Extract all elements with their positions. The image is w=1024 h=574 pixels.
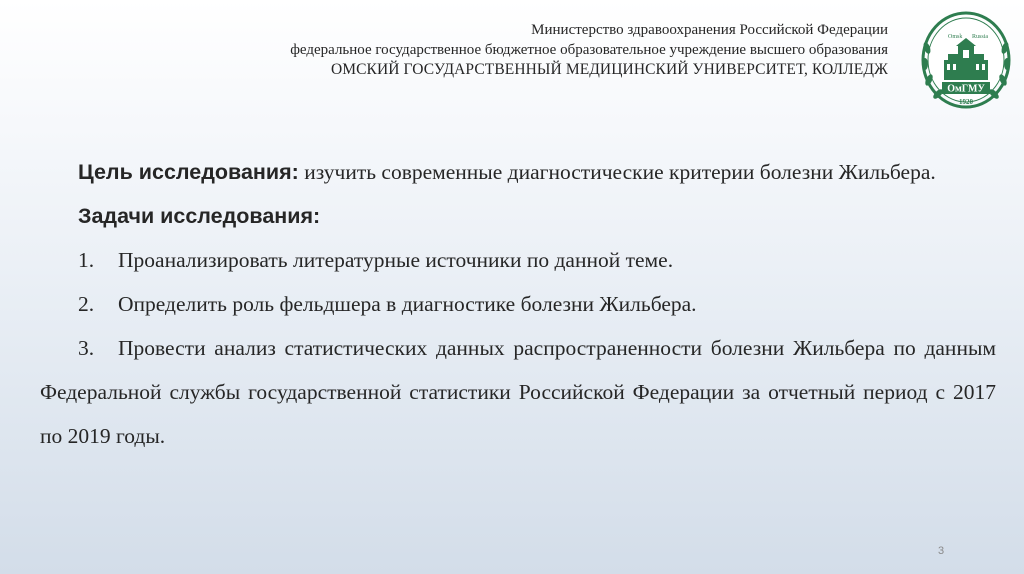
task-text: Определить роль фельдшера в диагностике болезни Жильбера. xyxy=(118,292,697,316)
task-item xyxy=(40,326,996,458)
university-logo xyxy=(918,8,1014,112)
task-item xyxy=(40,238,996,282)
page-number: 3 xyxy=(938,545,945,557)
research-goal xyxy=(40,150,996,194)
task-number: 3. xyxy=(78,336,95,360)
logo-text-year: 1920 xyxy=(959,98,973,106)
task-number: 1. xyxy=(78,248,95,272)
slide-header xyxy=(128,20,888,80)
ministry-line: Министерство здравоохранения Российской Федерации xyxy=(531,22,888,38)
task-text: Провести анализ статистических данных распространенности болезни Жильбера по данным Федеральной службы государственной статистики Российской Федерации за отчетный период с 2017 по 2019 годы. xyxy=(40,336,996,448)
task-item xyxy=(40,282,996,326)
goal-text: изучить современные диагностические критерии болезни Жильбера. xyxy=(298,160,936,184)
task-text: Проанализировать литературные источники по данной теме. xyxy=(118,248,674,272)
logo-text-name: ОмГМУ xyxy=(947,83,985,95)
goal-label: Цель исследования: xyxy=(78,160,299,184)
slide-content xyxy=(40,150,996,458)
university-name: ОМСКИЙ ГОСУДАРСТВЕННЫЙ МЕДИЦИНСКИЙ УНИВЕРСИТЕТ, КОЛЛЕДЖ xyxy=(330,61,888,78)
logo-text-omsk: Omsk xyxy=(948,34,963,40)
logo-text-russia: Russia xyxy=(972,34,989,40)
task-number: 2. xyxy=(78,292,95,316)
tasks-label: Задачи исследования: xyxy=(78,204,321,228)
institution-type-line: федеральное государственное бюджетное образовательное учреждение высшего образования xyxy=(290,42,888,58)
